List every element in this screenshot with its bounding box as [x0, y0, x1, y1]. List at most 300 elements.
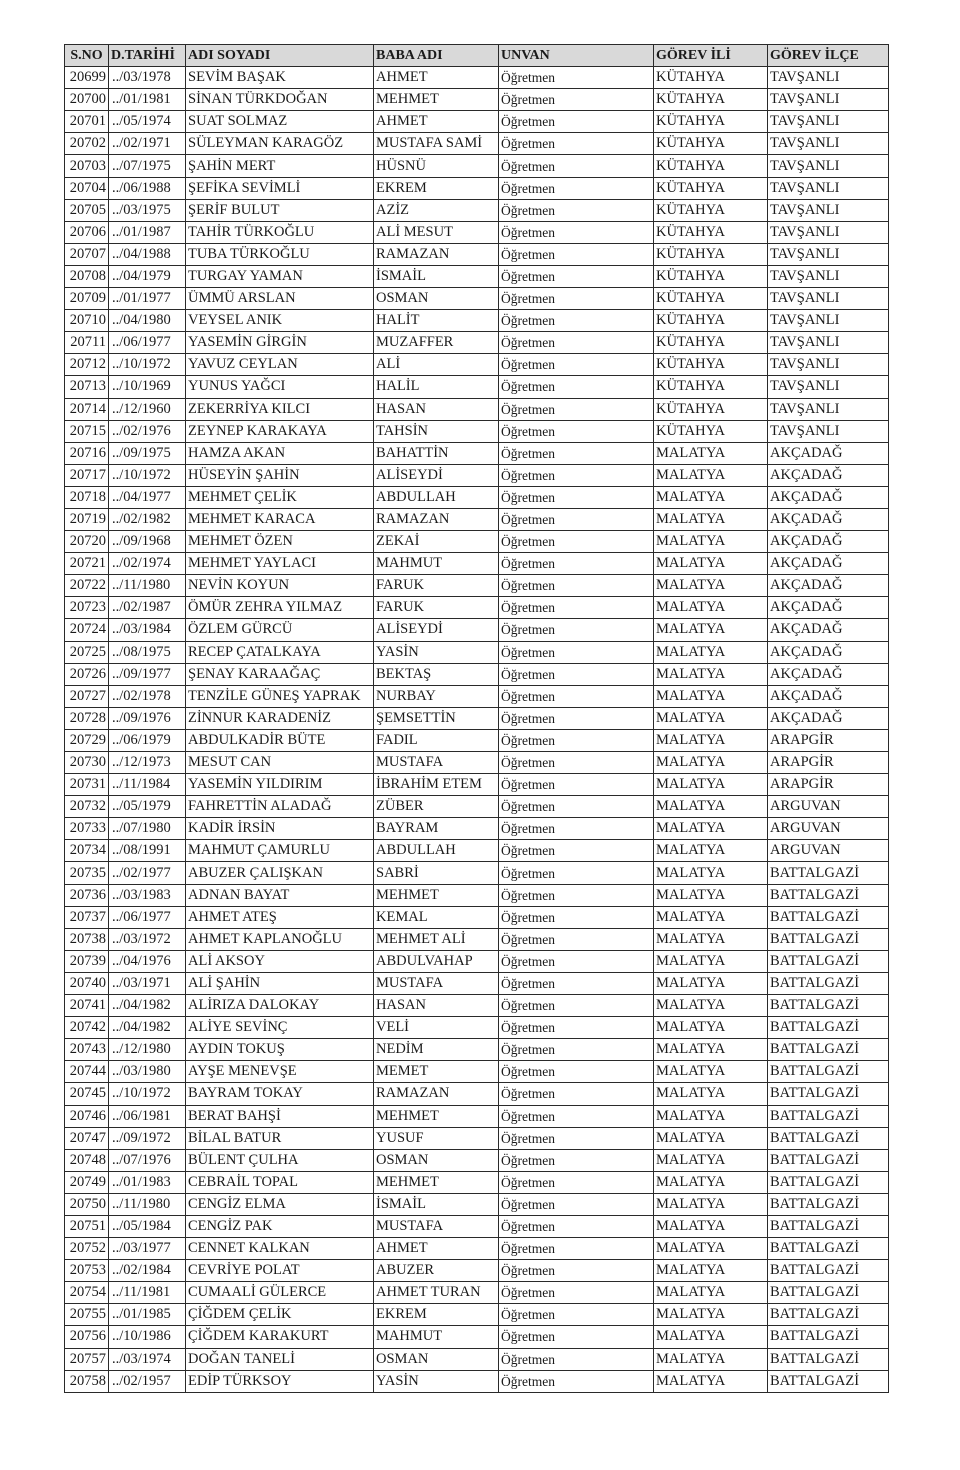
cell-title: Öğretmen	[499, 1348, 654, 1370]
cell-district: BATTALGAZİ	[768, 1083, 889, 1105]
table-row	[65, 1238, 889, 1260]
cell-title: Öğretmen	[499, 597, 654, 619]
cell-title: Öğretmen	[499, 1039, 654, 1061]
table-row	[65, 1061, 889, 1083]
cell-province: KÜTAHYA	[654, 310, 768, 332]
cell-title: Öğretmen	[499, 862, 654, 884]
cell-title: Öğretmen	[499, 707, 654, 729]
cell-name: TUBA TÜRKOĞLU	[186, 243, 374, 265]
cell-sno: 20711	[65, 332, 109, 354]
cell-father-name: AHMET	[374, 111, 499, 133]
cell-district: AKÇADAĞ	[768, 486, 889, 508]
cell-title: Öğretmen	[499, 1215, 654, 1237]
cell-date: ../08/1991	[109, 840, 186, 862]
cell-province: KÜTAHYA	[654, 221, 768, 243]
cell-father-name: HALİT	[374, 310, 499, 332]
cell-district: ARAPGİR	[768, 752, 889, 774]
cell-title: Öğretmen	[499, 155, 654, 177]
cell-father-name: AHMET TURAN	[374, 1282, 499, 1304]
cell-date: ../11/1980	[109, 1193, 186, 1215]
cell-title: Öğretmen	[499, 972, 654, 994]
cell-father-name: ALİ	[374, 354, 499, 376]
cell-province: MALATYA	[654, 1061, 768, 1083]
cell-district: BATTALGAZİ	[768, 950, 889, 972]
cell-title: Öğretmen	[499, 221, 654, 243]
cell-sno: 20721	[65, 553, 109, 575]
cell-province: KÜTAHYA	[654, 376, 768, 398]
cell-name: HÜSEYİN ŞAHİN	[186, 464, 374, 486]
cell-district: BATTALGAZİ	[768, 1304, 889, 1326]
cell-father-name: ZEKAİ	[374, 531, 499, 553]
cell-title: Öğretmen	[499, 928, 654, 950]
cell-date: ../11/1984	[109, 774, 186, 796]
cell-name: ADNAN BAYAT	[186, 884, 374, 906]
cell-date: ../12/1960	[109, 398, 186, 420]
cell-sno: 20729	[65, 729, 109, 751]
cell-title: Öğretmen	[499, 1105, 654, 1127]
cell-name: CENGİZ PAK	[186, 1215, 374, 1237]
cell-date: ../10/1972	[109, 464, 186, 486]
cell-province: KÜTAHYA	[654, 199, 768, 221]
cell-title: Öğretmen	[499, 464, 654, 486]
cell-province: KÜTAHYA	[654, 398, 768, 420]
cell-province: MALATYA	[654, 707, 768, 729]
cell-sno: 20715	[65, 420, 109, 442]
cell-district: BATTALGAZİ	[768, 1061, 889, 1083]
cell-sno: 20700	[65, 89, 109, 111]
cell-name: ZEYNEP KARAKAYA	[186, 420, 374, 442]
cell-name: KADİR İRSİN	[186, 818, 374, 840]
cell-name: SÜLEYMAN KARAGÖZ	[186, 133, 374, 155]
cell-father-name: AZİZ	[374, 199, 499, 221]
cell-province: MALATYA	[654, 1304, 768, 1326]
cell-name: CEBRAİL TOPAL	[186, 1171, 374, 1193]
cell-district: AKÇADAĞ	[768, 619, 889, 641]
header-name: ADI SOYADI	[186, 45, 374, 67]
table-row	[65, 818, 889, 840]
cell-title: Öğretmen	[499, 619, 654, 641]
cell-name: MESUT CAN	[186, 752, 374, 774]
table-row	[65, 840, 889, 862]
cell-name: AYŞE MENEVŞE	[186, 1061, 374, 1083]
cell-date: ../04/1982	[109, 1017, 186, 1039]
cell-sno: 20707	[65, 243, 109, 265]
cell-date: ../01/1983	[109, 1171, 186, 1193]
cell-province: MALATYA	[654, 685, 768, 707]
cell-province: MALATYA	[654, 508, 768, 530]
cell-father-name: BAYRAM	[374, 818, 499, 840]
cell-province: MALATYA	[654, 575, 768, 597]
cell-father-name: BEKTAŞ	[374, 663, 499, 685]
cell-father-name: RAMAZAN	[374, 243, 499, 265]
cell-district: AKÇADAĞ	[768, 597, 889, 619]
cell-title: Öğretmen	[499, 265, 654, 287]
cell-father-name: MEHMET	[374, 1171, 499, 1193]
cell-province: KÜTAHYA	[654, 265, 768, 287]
header-province: GÖREV İLİ	[654, 45, 768, 67]
table-row	[65, 1149, 889, 1171]
cell-father-name: ABDULLAH	[374, 840, 499, 862]
table-row	[65, 420, 889, 442]
cell-title: Öğretmen	[499, 1083, 654, 1105]
cell-father-name: YASİN	[374, 641, 499, 663]
table-row	[65, 1127, 889, 1149]
cell-title: Öğretmen	[499, 995, 654, 1017]
table-row	[65, 862, 889, 884]
cell-name: YASEMİN GİRGİN	[186, 332, 374, 354]
cell-date: ../10/1972	[109, 1083, 186, 1105]
cell-sno: 20750	[65, 1193, 109, 1215]
cell-title: Öğretmen	[499, 133, 654, 155]
cell-province: MALATYA	[654, 796, 768, 818]
cell-name: ALİYE SEVİNÇ	[186, 1017, 374, 1039]
cell-province: KÜTAHYA	[654, 89, 768, 111]
cell-father-name: HALİL	[374, 376, 499, 398]
table-row	[65, 950, 889, 972]
cell-district: AKÇADAĞ	[768, 575, 889, 597]
cell-district: BATTALGAZİ	[768, 1348, 889, 1370]
cell-title: Öğretmen	[499, 553, 654, 575]
cell-father-name: İBRAHİM ETEM	[374, 774, 499, 796]
table-row	[65, 972, 889, 994]
cell-name: ALİRIZA DALOKAY	[186, 995, 374, 1017]
cell-title: Öğretmen	[499, 818, 654, 840]
table-row	[65, 619, 889, 641]
cell-father-name: FARUK	[374, 575, 499, 597]
cell-sno: 20719	[65, 508, 109, 530]
cell-name: BÜLENT ÇULHA	[186, 1149, 374, 1171]
cell-name: CEVRİYE POLAT	[186, 1260, 374, 1282]
cell-date: ../03/1972	[109, 928, 186, 950]
cell-sno: 20738	[65, 928, 109, 950]
cell-province: KÜTAHYA	[654, 332, 768, 354]
cell-district: TAVŞANLI	[768, 265, 889, 287]
cell-province: MALATYA	[654, 995, 768, 1017]
cell-father-name: MEMET	[374, 1061, 499, 1083]
cell-title: Öğretmen	[499, 1149, 654, 1171]
cell-province: MALATYA	[654, 597, 768, 619]
cell-title: Öğretmen	[499, 531, 654, 553]
cell-title: Öğretmen	[499, 111, 654, 133]
cell-district: BATTALGAZİ	[768, 1215, 889, 1237]
cell-title: Öğretmen	[499, 1193, 654, 1215]
cell-province: KÜTAHYA	[654, 67, 768, 89]
cell-district: AKÇADAĞ	[768, 508, 889, 530]
cell-name: HAMZA AKAN	[186, 442, 374, 464]
header-district: GÖREV İLÇE	[768, 45, 889, 67]
cell-date: ../08/1975	[109, 641, 186, 663]
cell-name: ÖZLEM GÜRCÜ	[186, 619, 374, 641]
cell-district: TAVŞANLI	[768, 288, 889, 310]
cell-sno: 20728	[65, 707, 109, 729]
cell-province: MALATYA	[654, 1260, 768, 1282]
cell-father-name: FARUK	[374, 597, 499, 619]
table-row	[65, 884, 889, 906]
cell-name: ALİ AKSOY	[186, 950, 374, 972]
cell-date: ../02/1957	[109, 1370, 186, 1392]
cell-date: ../03/1980	[109, 1061, 186, 1083]
cell-father-name: ZÜBER	[374, 796, 499, 818]
table-row	[65, 332, 889, 354]
cell-district: AKÇADAĞ	[768, 685, 889, 707]
cell-date: ../02/1976	[109, 420, 186, 442]
cell-date: ../05/1984	[109, 1215, 186, 1237]
cell-district: BATTALGAZİ	[768, 1149, 889, 1171]
cell-date: ../04/1988	[109, 243, 186, 265]
cell-district: TAVŞANLI	[768, 111, 889, 133]
cell-date: ../07/1976	[109, 1149, 186, 1171]
cell-date: ../09/1976	[109, 707, 186, 729]
cell-district: TAVŞANLI	[768, 398, 889, 420]
cell-father-name: SABRİ	[374, 862, 499, 884]
cell-date: ../04/1979	[109, 265, 186, 287]
table-row	[65, 1282, 889, 1304]
cell-father-name: OSMAN	[374, 1149, 499, 1171]
cell-title: Öğretmen	[499, 1370, 654, 1392]
cell-date: ../02/1984	[109, 1260, 186, 1282]
cell-sno: 20734	[65, 840, 109, 862]
cell-name: ŞERİF BULUT	[186, 199, 374, 221]
cell-date: ../06/1981	[109, 1105, 186, 1127]
cell-father-name: EKREM	[374, 1304, 499, 1326]
cell-sno: 20756	[65, 1326, 109, 1348]
cell-sno: 20705	[65, 199, 109, 221]
table-row	[65, 354, 889, 376]
cell-province: MALATYA	[654, 1193, 768, 1215]
cell-province: KÜTAHYA	[654, 354, 768, 376]
cell-date: ../01/1981	[109, 89, 186, 111]
cell-sno: 20749	[65, 1171, 109, 1193]
cell-date: ../11/1981	[109, 1282, 186, 1304]
cell-title: Öğretmen	[499, 89, 654, 111]
cell-province: KÜTAHYA	[654, 155, 768, 177]
cell-title: Öğretmen	[499, 1238, 654, 1260]
cell-province: MALATYA	[654, 641, 768, 663]
cell-district: AKÇADAĞ	[768, 553, 889, 575]
cell-district: TAVŞANLI	[768, 243, 889, 265]
cell-father-name: ABUZER	[374, 1260, 499, 1282]
cell-date: ../11/1980	[109, 575, 186, 597]
cell-sno: 20714	[65, 398, 109, 420]
cell-district: BATTALGAZİ	[768, 862, 889, 884]
cell-province: MALATYA	[654, 619, 768, 641]
cell-sno: 20730	[65, 752, 109, 774]
table-row	[65, 774, 889, 796]
cell-date: ../07/1975	[109, 155, 186, 177]
table-row	[65, 663, 889, 685]
cell-date: ../02/1977	[109, 862, 186, 884]
cell-date: ../07/1980	[109, 818, 186, 840]
cell-province: MALATYA	[654, 442, 768, 464]
cell-name: AHMET ATEŞ	[186, 906, 374, 928]
cell-name: MEHMET ÖZEN	[186, 531, 374, 553]
table-row	[65, 1193, 889, 1215]
cell-name: ÖMÜR ZEHRA YILMAZ	[186, 597, 374, 619]
cell-name: DOĞAN TANELİ	[186, 1348, 374, 1370]
cell-date: ../04/1976	[109, 950, 186, 972]
cell-sno: 20746	[65, 1105, 109, 1127]
cell-province: MALATYA	[654, 840, 768, 862]
cell-name: MAHMUT ÇAMURLU	[186, 840, 374, 862]
cell-sno: 20733	[65, 818, 109, 840]
cell-father-name: NEDİM	[374, 1039, 499, 1061]
cell-date: ../12/1973	[109, 752, 186, 774]
cell-district: TAVŞANLI	[768, 420, 889, 442]
cell-title: Öğretmen	[499, 729, 654, 751]
cell-sno: 20724	[65, 619, 109, 641]
cell-sno: 20708	[65, 265, 109, 287]
cell-name: CUMAALİ GÜLERCE	[186, 1282, 374, 1304]
cell-date: ../03/1984	[109, 619, 186, 641]
cell-province: MALATYA	[654, 1039, 768, 1061]
cell-name: CENGİZ ELMA	[186, 1193, 374, 1215]
cell-father-name: MUSTAFA	[374, 1215, 499, 1237]
cell-district: AKÇADAĞ	[768, 663, 889, 685]
cell-sno: 20747	[65, 1127, 109, 1149]
cell-father-name: ABDULLAH	[374, 486, 499, 508]
cell-title: Öğretmen	[499, 950, 654, 972]
cell-sno: 20731	[65, 774, 109, 796]
cell-father-name: ABDULVAHAP	[374, 950, 499, 972]
cell-father-name: MAHMUT	[374, 553, 499, 575]
cell-district: TAVŞANLI	[768, 155, 889, 177]
cell-district: ARAPGİR	[768, 729, 889, 751]
cell-father-name: OSMAN	[374, 288, 499, 310]
table-row	[65, 177, 889, 199]
cell-father-name: HÜSNÜ	[374, 155, 499, 177]
cell-sno: 20732	[65, 796, 109, 818]
cell-father-name: MUSTAFA	[374, 972, 499, 994]
cell-title: Öğretmen	[499, 398, 654, 420]
cell-province: MALATYA	[654, 729, 768, 751]
cell-sno: 20699	[65, 67, 109, 89]
cell-province: MALATYA	[654, 1282, 768, 1304]
cell-date: ../03/1974	[109, 1348, 186, 1370]
table-row	[65, 442, 889, 464]
cell-date: ../04/1980	[109, 310, 186, 332]
cell-sno: 20740	[65, 972, 109, 994]
cell-father-name: MUZAFFER	[374, 332, 499, 354]
cell-district: TAVŞANLI	[768, 89, 889, 111]
cell-district: TAVŞANLI	[768, 199, 889, 221]
cell-father-name: ALİSEYDİ	[374, 619, 499, 641]
cell-date: ../03/1971	[109, 972, 186, 994]
cell-sno: 20742	[65, 1017, 109, 1039]
header-father-name: BABA ADI	[374, 45, 499, 67]
cell-father-name: ALİSEYDİ	[374, 464, 499, 486]
cell-title: Öğretmen	[499, 486, 654, 508]
cell-father-name: İSMAİL	[374, 265, 499, 287]
table-row	[65, 641, 889, 663]
cell-father-name: İSMAİL	[374, 1193, 499, 1215]
cell-name: BAYRAM TOKAY	[186, 1083, 374, 1105]
cell-title: Öğretmen	[499, 1061, 654, 1083]
cell-date: ../02/1974	[109, 553, 186, 575]
cell-father-name: BAHATTİN	[374, 442, 499, 464]
cell-title: Öğretmen	[499, 685, 654, 707]
cell-district: TAVŞANLI	[768, 332, 889, 354]
cell-father-name: MUSTAFA SAMİ	[374, 133, 499, 155]
cell-date: ../02/1978	[109, 685, 186, 707]
cell-father-name: HASAN	[374, 398, 499, 420]
cell-father-name: MEHMET	[374, 884, 499, 906]
cell-province: MALATYA	[654, 1215, 768, 1237]
cell-father-name: RAMAZAN	[374, 508, 499, 530]
table-row	[65, 464, 889, 486]
cell-district: BATTALGAZİ	[768, 995, 889, 1017]
cell-name: MEHMET ÇELİK	[186, 486, 374, 508]
cell-name: ABUZER ÇALIŞKAN	[186, 862, 374, 884]
table-row	[65, 133, 889, 155]
table-row	[65, 995, 889, 1017]
cell-province: MALATYA	[654, 1017, 768, 1039]
cell-father-name: ALİ MESUT	[374, 221, 499, 243]
cell-sno: 20757	[65, 1348, 109, 1370]
table-row	[65, 67, 889, 89]
table-row	[65, 1260, 889, 1282]
cell-sno: 20713	[65, 376, 109, 398]
cell-date: ../02/1982	[109, 508, 186, 530]
cell-date: ../05/1974	[109, 111, 186, 133]
header-sno: S.NO	[65, 45, 109, 67]
cell-sno: 20743	[65, 1039, 109, 1061]
table-row	[65, 707, 889, 729]
cell-title: Öğretmen	[499, 243, 654, 265]
cell-date: ../04/1982	[109, 995, 186, 1017]
cell-name: MEHMET KARACA	[186, 508, 374, 530]
cell-district: AKÇADAĞ	[768, 641, 889, 663]
cell-name: YAVUZ CEYLAN	[186, 354, 374, 376]
cell-sno: 20751	[65, 1215, 109, 1237]
cell-province: MALATYA	[654, 884, 768, 906]
cell-title: Öğretmen	[499, 796, 654, 818]
table-row	[65, 928, 889, 950]
table-row	[65, 111, 889, 133]
cell-sno: 20725	[65, 641, 109, 663]
cell-date: ../05/1979	[109, 796, 186, 818]
cell-date: ../09/1975	[109, 442, 186, 464]
cell-father-name: KEMAL	[374, 906, 499, 928]
cell-sno: 20752	[65, 1238, 109, 1260]
cell-sno: 20716	[65, 442, 109, 464]
cell-title: Öğretmen	[499, 332, 654, 354]
cell-name: BİLAL BATUR	[186, 1127, 374, 1149]
cell-date: ../09/1977	[109, 663, 186, 685]
table-row	[65, 398, 889, 420]
cell-district: ARGUVAN	[768, 796, 889, 818]
cell-title: Öğretmen	[499, 1326, 654, 1348]
table-row	[65, 1348, 889, 1370]
cell-father-name: AHMET	[374, 67, 499, 89]
table-row	[65, 575, 889, 597]
cell-title: Öğretmen	[499, 1017, 654, 1039]
cell-name: TENZİLE GÜNEŞ YAPRAK	[186, 685, 374, 707]
cell-name: ŞAHİN MERT	[186, 155, 374, 177]
cell-district: BATTALGAZİ	[768, 972, 889, 994]
cell-district: BATTALGAZİ	[768, 1017, 889, 1039]
cell-title: Öğretmen	[499, 199, 654, 221]
cell-sno: 20758	[65, 1370, 109, 1392]
cell-province: MALATYA	[654, 862, 768, 884]
cell-father-name: FADIL	[374, 729, 499, 751]
cell-province: KÜTAHYA	[654, 111, 768, 133]
cell-sno: 20741	[65, 995, 109, 1017]
table-row	[65, 1370, 889, 1392]
table-row	[65, 1326, 889, 1348]
cell-district: BATTALGAZİ	[768, 928, 889, 950]
cell-date: ../06/1988	[109, 177, 186, 199]
table-row	[65, 597, 889, 619]
